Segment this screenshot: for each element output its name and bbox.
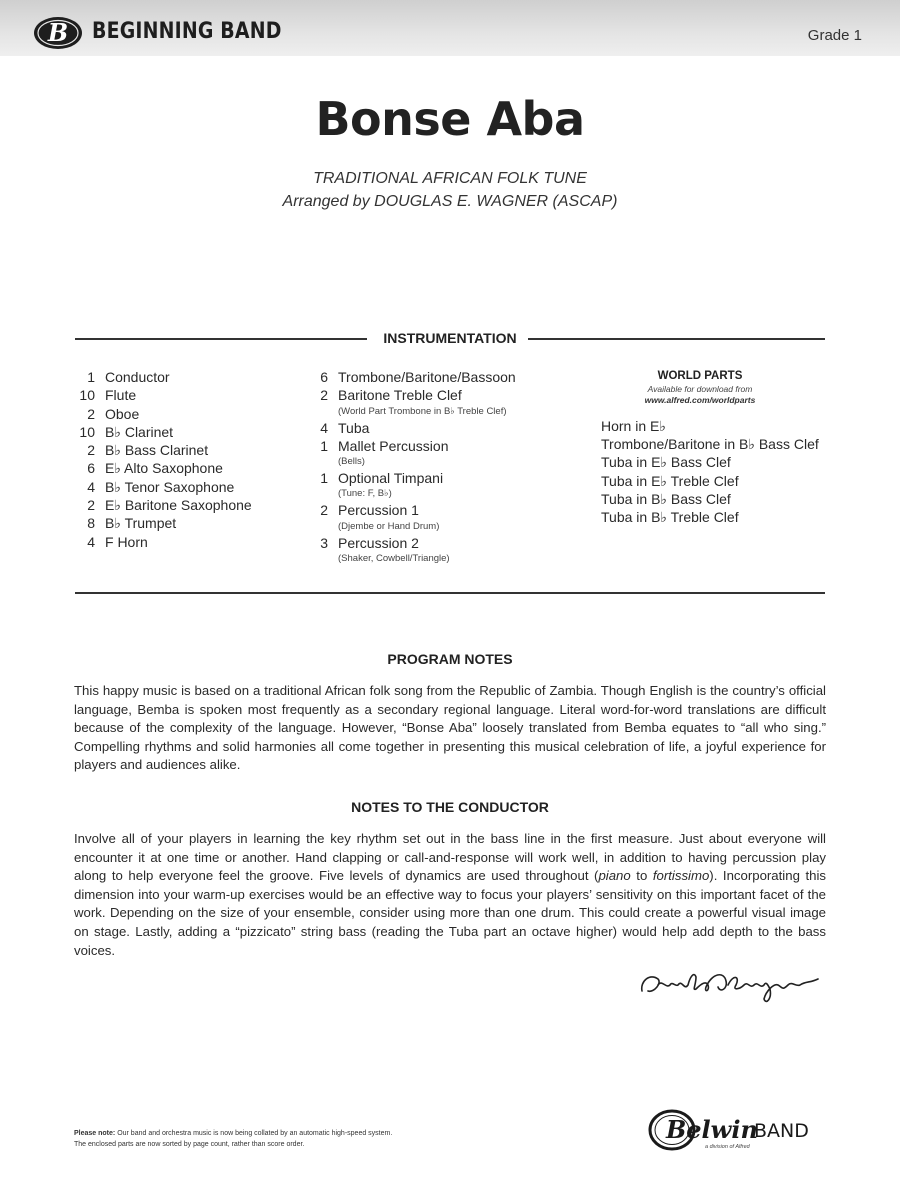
conductor-notes-heading: NOTES TO THE CONDUCTOR	[351, 799, 549, 815]
world-part-item: Tuba in B♭ Bass Clef	[601, 490, 731, 507]
instrument-quantity: 4	[320, 419, 328, 436]
instrument-row	[303, 369, 516, 387]
instrument-quantity: 4	[87, 533, 95, 550]
instrument-row	[70, 424, 252, 442]
instrument-quantity: 6	[320, 369, 328, 385]
instrument-row	[303, 387, 516, 405]
belwin-brand-band: BAND	[754, 1120, 809, 1142]
footer-note-text2: The enclosed parts are now sorted by page count, rather than score order.	[74, 1141, 305, 1148]
world-part-item: Tuba in E♭ Bass Clef	[601, 454, 731, 471]
world-parts-url[interactable]: www.alfred.com/worldparts	[644, 395, 756, 405]
arranger-credit: Arranged by DOUGLAS E. WAGNER (ASCAP)	[282, 193, 618, 210]
instrument-quantity: 10	[79, 387, 95, 404]
instrument-quantity: 10	[79, 423, 95, 440]
instrument-note: (Bells)	[338, 456, 365, 468]
instrument-name: B♭ Bass Clarinet	[105, 442, 209, 459]
instrument-row	[303, 438, 516, 456]
instrument-quantity: 3	[320, 534, 328, 551]
conductor-notes-part1: Involve all of your players in learning the key rhythm set out in the bass line in the first measure. Just about everyone will encounter it at one time or another. Hand clapping or call-and-response will work well, in addition to having percussion play along to help everyone feel the groove. Five levels of dynamics are used throughout (	[74, 831, 826, 884]
instrument-quantity: 1	[320, 437, 328, 454]
instrument-row	[70, 369, 252, 387]
world-part-item: Tuba in B♭ Treble Clef	[601, 508, 739, 525]
instrument-name: Tuba	[338, 419, 370, 436]
instrument-row	[303, 535, 516, 553]
instrument-name: Conductor	[105, 369, 170, 385]
instrument-list-1	[70, 369, 252, 552]
world-part-item: Tuba in E♭ Treble Clef	[601, 472, 739, 489]
instrument-name: B♭ Trumpet	[105, 515, 177, 532]
instrument-quantity: 1	[87, 369, 95, 385]
beginning-band-b-logo-icon	[32, 14, 84, 52]
world-parts-title: WORLD PARTS	[657, 370, 743, 382]
instrument-name: Mallet Percussion	[338, 437, 449, 454]
instrument-name: Oboe	[105, 405, 140, 422]
program-notes-text: This happy music is based on a traditional African folk song from the Republic of Zambia. Though English is the country’s official language, Bemba is spoken most frequently as a secondary regional language. Literal word-for-word translations are difficult because of the complexity of the language. However, “Bonse Aba” loosely translated from Bemba equates to “all who sing.” Compelling rhythms and solid harmonies all come together in presenting this musical celebration of life, a joyful experience for players and audiences alike.	[74, 683, 826, 773]
instrument-row	[303, 420, 516, 438]
belwin-division-text: a division of Alfred	[705, 1144, 750, 1150]
instrument-name: B♭ Clarinet	[105, 423, 174, 440]
instrument-quantity: 1	[320, 470, 328, 487]
instrument-list-2	[303, 369, 516, 567]
footer-note-label: Please note:	[74, 1130, 116, 1137]
dynamic-fortissimo: fortissimo	[652, 868, 710, 884]
instrument-quantity: 2	[87, 497, 95, 514]
instrument-name: Baritone Treble Clef	[338, 387, 462, 404]
footer-note	[74, 1128, 392, 1150]
instrument-name: Percussion 2	[338, 534, 419, 551]
instrument-row	[70, 387, 252, 405]
conductor-notes-part2: ). Incorporating this dimension into your warm-up exercises would be an effective way to focus your players’ sensitivity on this important facet of the work. Depending on the size of your ensemble, consider using more than one drum. This could create a powerful visual image on stage. Lastly, adding a “pizzicato” string bass (reading the Tuba part an octave higher) would help add depth to the bass voices.	[74, 868, 826, 958]
instrument-quantity: 8	[87, 515, 95, 532]
dynamic-piano: piano	[598, 868, 631, 884]
instrument-row	[70, 479, 252, 497]
instrument-row	[70, 515, 252, 533]
instrument-note: (Djembe or Hand Drum)	[338, 520, 440, 532]
section-divider	[75, 592, 825, 594]
instrument-row	[303, 470, 516, 488]
world-part-item: Horn in E♭	[601, 418, 666, 434]
piece-subtitle: TRADITIONAL AFRICAN FOLK TUNE	[313, 170, 587, 187]
instrument-note: (World Part Trombone in B♭ Treble Clef)	[338, 405, 507, 417]
instrument-name: Trombone/Baritone/Bassoon	[338, 369, 516, 385]
instrument-row	[70, 442, 252, 460]
footer-note-text1: Our band and orchestra music is now being collated by an automatic high-speed system.	[115, 1130, 393, 1137]
instrumentation-heading: INSTRUMENTATION	[383, 330, 517, 346]
series-title: BEGINNING BAND	[92, 19, 282, 44]
instrument-row	[70, 460, 252, 478]
world-parts-list	[601, 418, 819, 527]
conductor-notes-to: to	[630, 868, 653, 884]
conductor-notes-text	[74, 830, 826, 960]
piece-title: Bonse Aba	[315, 92, 585, 146]
instrument-name: F Horn	[105, 533, 148, 550]
world-parts-header	[600, 370, 800, 405]
instrument-name: E♭ Alto Saxophone	[105, 460, 223, 477]
instrument-quantity: 2	[320, 387, 328, 404]
world-part-item: Trombone/Baritone in B♭ Bass Clef	[601, 436, 819, 453]
arranger-signature	[632, 955, 832, 1015]
program-notes-heading: PROGRAM NOTES	[387, 651, 513, 667]
instrument-name: B♭ Tenor Saxophone	[105, 478, 235, 495]
instrument-name: Percussion 1	[338, 502, 419, 519]
grade-label: Grade 1	[807, 27, 862, 44]
svg-text:B: B	[47, 18, 69, 47]
instrument-row	[70, 497, 252, 515]
instrument-row	[70, 406, 252, 424]
world-parts-availability: Available for download from	[647, 384, 753, 394]
belwin-brand-word: Belwin	[666, 1115, 758, 1144]
instrument-note: (Tune: F, B♭)	[338, 488, 392, 500]
instrument-quantity: 2	[320, 502, 328, 519]
instrument-note: (Shaker, Cowbell/Triangle)	[338, 553, 450, 565]
instrument-row	[70, 534, 252, 552]
instrument-name: E♭ Baritone Saxophone	[105, 497, 252, 514]
instrument-name: Flute	[105, 387, 137, 404]
instrument-row	[303, 502, 516, 520]
instrument-name: Optional Timpani	[338, 470, 444, 487]
instrument-quantity: 2	[87, 442, 95, 459]
instrument-quantity: 6	[87, 460, 95, 477]
instrument-quantity: 2	[87, 405, 95, 422]
instrument-quantity: 4	[87, 478, 95, 495]
